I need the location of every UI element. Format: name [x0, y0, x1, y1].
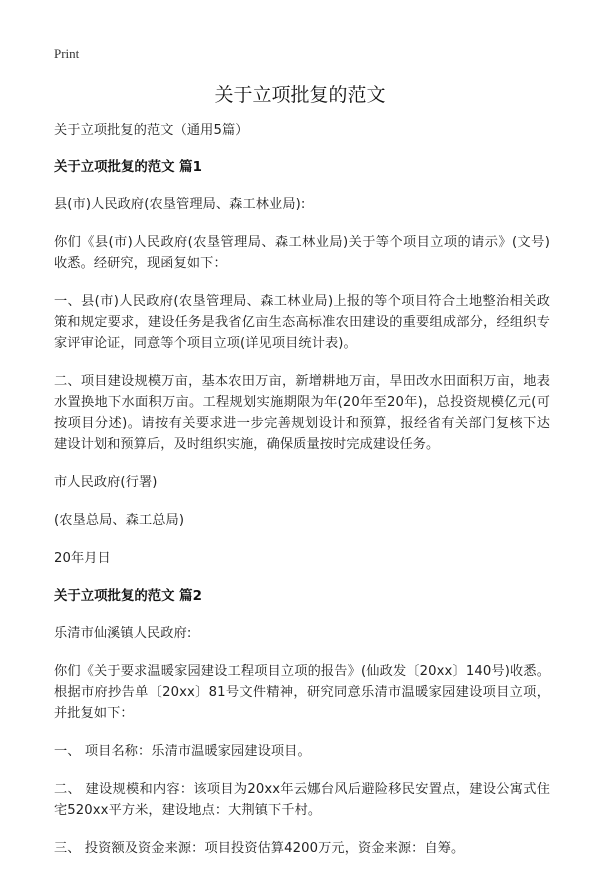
- paragraph-item-2-3: 三、 投资额及资金来源：项目投资估算4200万元，资金来源：自筹。: [54, 841, 465, 856]
- document-subtitle: 关于立项批复的范文（通用5篇）: [54, 123, 249, 138]
- signature-org-2: (农垦总局、森工总局): [54, 513, 185, 528]
- signature-org-1: 市人民政府(行署): [54, 475, 158, 490]
- document-body: [54, 120, 550, 876]
- paragraph-item-2-1: 一、 项目名称：乐清市温暖家园建设项目。: [54, 744, 311, 759]
- paragraph-item-1-1: 一、县(市)人民政府(农垦管理局、森工林业局)上报的等个项目符合土地整治相关政策和规定要求，建设任务是我省亿亩生态高标准农田建设的重要组成部分，经组织专家评审论证，同意等个项目立项(详见项目统计表)。: [54, 294, 550, 351]
- paragraph-receipt-1: 你们《县(市)人民政府(农垦管理局、森工林业局)关于等个项目立项的请示》(文号)收悉。经研究，现函复如下：: [54, 235, 550, 271]
- addressee-1: 县(市)人民政府(农垦管理局、森工林业局):: [54, 197, 306, 212]
- section-heading-1: 关于立项批复的范文 篇1: [54, 160, 202, 175]
- paragraph-item-1-2: 二、项目建设规模万亩，基本农田万亩，新增耕地万亩，旱田改水田面积万亩，地表水置换地下水面积万亩。工程规划实施期限为年(20年至20年)，总投资规模亿元(可按项目分述)。请按有关要求进一步完善规划设计和预算，报经省有关部门复核下达建设计划和预算后，及时组织实施，确保质量按时完成建设任务。: [54, 374, 550, 452]
- print-link[interactable]: Print: [54, 46, 80, 61]
- addressee-2: 乐清市仙溪镇人民政府:: [54, 626, 192, 641]
- section-heading-2: 关于立项批复的范文 篇2: [54, 589, 202, 604]
- paragraph-item-2-2: 二、 建设规模和内容：该项目为20xx年云娜台风后避险移民安置点，建设公寓式住宅520xx平方米，建设地点：大荆镇下千村。: [54, 782, 550, 818]
- document-title: 关于立项批复的范文: [214, 84, 386, 106]
- paragraph-receipt-2: 你们《关于要求温暖家园建设工程项目立项的报告》(仙政发〔20xx〕140号)收悉。根据市府抄告单〔20xx〕81号文件精神，研究同意乐清市温暖家园建设项目立项，并批复如下：: [54, 664, 550, 721]
- signature-date: 20年月日: [54, 551, 111, 566]
